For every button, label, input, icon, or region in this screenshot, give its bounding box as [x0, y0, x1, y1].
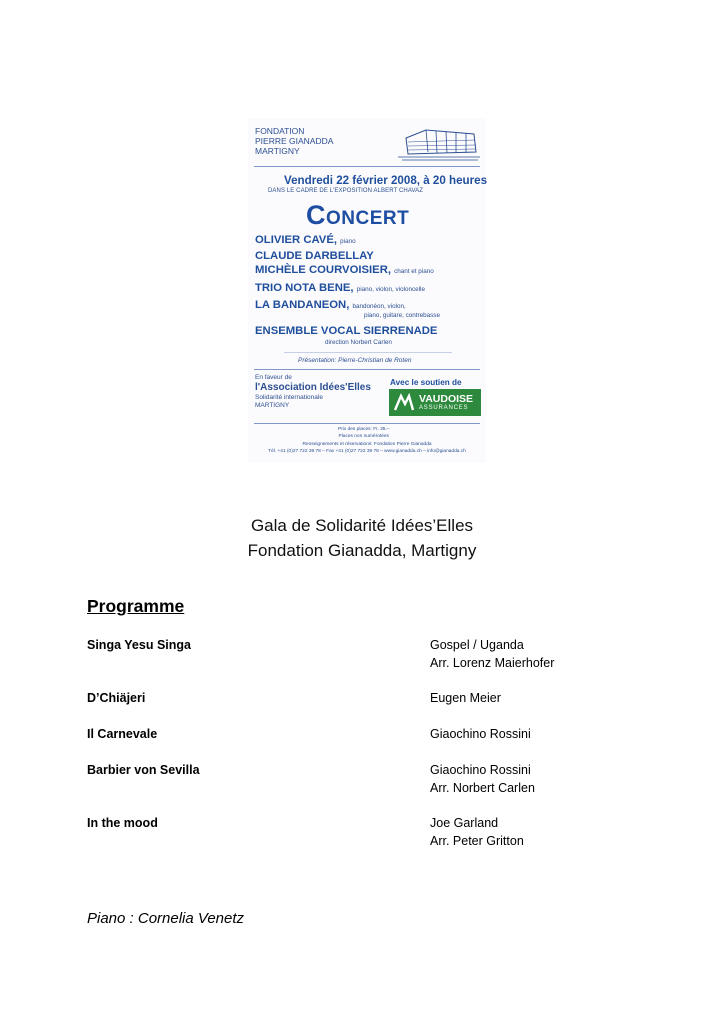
- foundation-line: MARTIGNY: [255, 146, 300, 156]
- contact-info: [254, 442, 480, 455]
- performer: [255, 234, 356, 246]
- beneficiary-line: Solidarité internationale: [255, 394, 323, 401]
- piece-title: Barbier von Sevilla: [87, 763, 200, 777]
- piece-credits: [430, 725, 531, 743]
- contact-line: Tél. +41 (0)27 722 39 78 – Fax +41 (0)27 722 39 78 – www.gianadda.ch – info@gianadda.ch: [268, 448, 466, 454]
- beneficiary-line: En faveur de: [255, 374, 292, 381]
- bandaneon-instruments: piano, guitare, contrebasse: [364, 312, 440, 319]
- performer-name: TRIO NOTA BENE,: [255, 282, 354, 294]
- piece-title: In the mood: [87, 816, 158, 830]
- performer-name: OLIVIER CAVÉ,: [255, 234, 338, 246]
- foundation-line: FONDATION: [255, 126, 305, 136]
- performer-instrument: piano, violon, violoncelle: [356, 286, 425, 293]
- piano-credit: Piano : Cornelia Venetz: [87, 910, 245, 927]
- piece-credits: [430, 636, 554, 672]
- credit-line: Joe Garland: [430, 816, 499, 830]
- beneficiary-line: MARTIGNY: [255, 402, 290, 409]
- divider: [284, 352, 452, 353]
- performer-instrument: bandonéon, violon,: [352, 303, 406, 310]
- performer-name: ENSEMBLE VOCAL SIERRENADE: [255, 325, 438, 337]
- piece-credits: [430, 689, 501, 707]
- performer-instrument: piano: [340, 238, 356, 245]
- title-line: Fondation Gianadda, Martigny: [247, 541, 477, 560]
- credit-line: Arr. Lorenz Maierhofer: [430, 656, 555, 670]
- vaudoise-emblem-icon: [393, 393, 415, 412]
- performer-name: MICHÈLE COURVOISIER,: [255, 264, 391, 276]
- foundation-building-logo: [396, 124, 482, 164]
- credit-line: Gospel / Uganda: [430, 638, 524, 652]
- performer: [255, 282, 425, 294]
- sponsor-label: Avec le soutien de: [390, 378, 462, 387]
- concert-date: Vendredi 22 février 2008, à 20 heures: [284, 174, 488, 187]
- sponsor-subtitle: ASSURANCES: [419, 405, 469, 411]
- performer-name: LA BANDANEON,: [255, 299, 350, 311]
- beneficiary-block: [255, 374, 371, 410]
- price-info: [338, 427, 389, 440]
- credit-line: Arr. Peter Gritton: [430, 834, 524, 848]
- beneficiary-name: l'Association Idées'Elles: [255, 382, 371, 393]
- price-line: Prix des places: Fr. 35.–: [338, 427, 390, 432]
- piece-credits: [430, 814, 524, 850]
- piece-title: Il Carnevale: [87, 727, 158, 741]
- gala-title: [0, 513, 724, 563]
- exhibit-context: DANS LE CADRE DE L'EXPOSITION ALBERT CHAVAZ: [268, 188, 424, 194]
- performer: [255, 250, 374, 262]
- divider: [254, 369, 480, 370]
- performer: [255, 264, 434, 276]
- presentation-credit: Présentation: Pierre-Christian de Roten: [298, 357, 412, 364]
- performer: [255, 325, 437, 337]
- foundation-line: PIERRE GIANADDA: [255, 136, 334, 146]
- divider: [254, 166, 480, 167]
- title-line: Gala de Solidarité Idées’Elles: [250, 516, 474, 535]
- poster-foundation-name: [255, 126, 333, 156]
- credit-line: Arr. Norbert Carlen: [430, 781, 535, 795]
- programme-heading: Programme: [87, 596, 185, 616]
- sponsor-logo: [389, 389, 481, 416]
- performer: [255, 299, 406, 311]
- piece-credits: [430, 761, 535, 797]
- performer-instrument: chant et piano: [394, 268, 434, 275]
- piece-title: Singa Yesu Singa: [87, 638, 191, 652]
- piece-title: D’Chiäjeri: [87, 691, 146, 705]
- concert-heading: Concert: [306, 200, 410, 230]
- contact-line: Renseignements et réservations: Fondation Pierre Gianadda: [302, 442, 432, 447]
- concert-poster: [248, 118, 486, 463]
- divider: [254, 423, 480, 424]
- performer-name: CLAUDE DARBELLAY: [255, 250, 374, 262]
- credit-line: Giaochino Rossini: [430, 727, 531, 741]
- choir-direction: direction Norbert Carlen: [325, 339, 392, 346]
- credit-line: Giaochino Rossini: [430, 763, 531, 777]
- credit-line: Eugen Meier: [430, 691, 501, 705]
- sponsor-name: VAUDOISE: [419, 393, 474, 405]
- price-line: Places non numérotées: [338, 433, 389, 439]
